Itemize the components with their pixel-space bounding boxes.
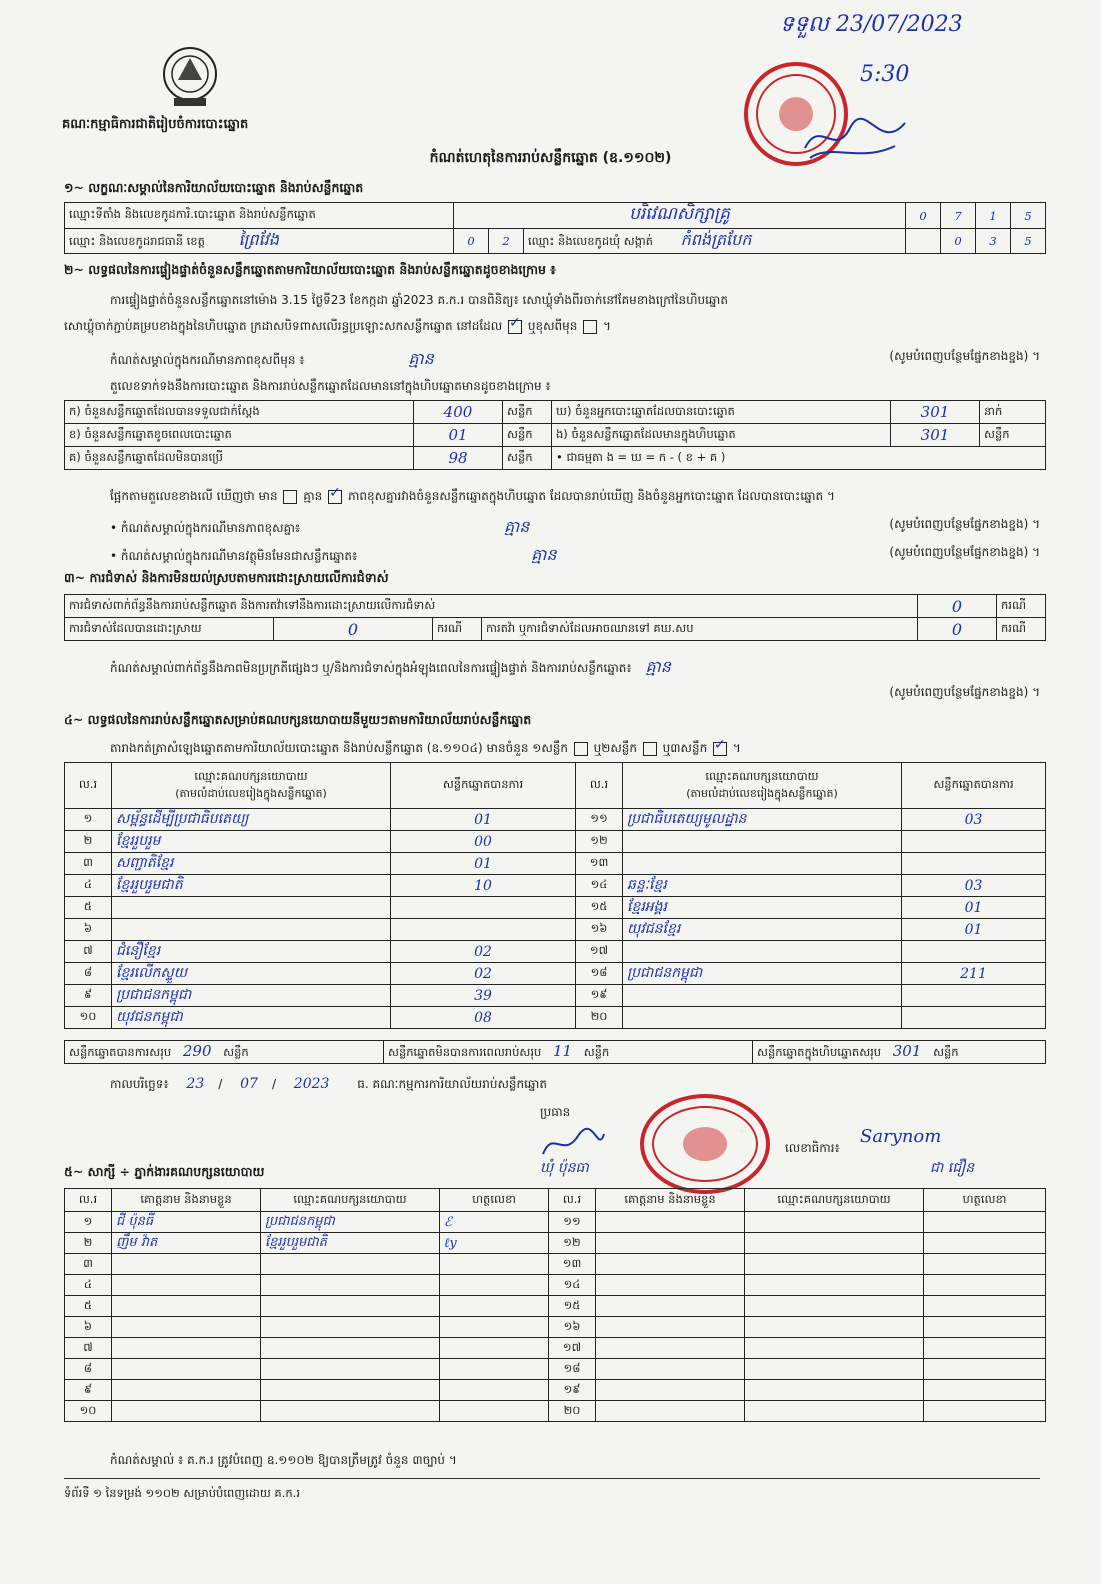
- witness-party: [745, 1338, 924, 1359]
- row-number: ១៩: [549, 1380, 596, 1401]
- row-number: ១៤: [576, 875, 623, 897]
- party-name: ខ្មែររួបរួមជាតិ: [112, 875, 391, 897]
- witness-signature: [924, 1359, 1046, 1380]
- party-name: ជំនឿខ្មែរ: [112, 941, 391, 963]
- vote-count: 39: [391, 985, 576, 1007]
- date-year: 2023: [293, 1076, 330, 1092]
- witness-signature: [924, 1401, 1046, 1422]
- counts-table: [64, 400, 1046, 470]
- party-result-row: [65, 1007, 1046, 1029]
- one-sheet-checkbox[interactable]: [574, 742, 588, 756]
- no-diff-checkbox[interactable]: [328, 490, 342, 504]
- total-invalid-value: 11: [552, 1042, 573, 1060]
- count-value: 400: [414, 401, 503, 424]
- witness-party: [745, 1296, 924, 1317]
- party-name: ឆន្ទៈខ្មែរ: [623, 875, 902, 897]
- section2-heading: ២~ លទ្ធផលនៃការផ្ទៀងផ្ទាត់ចំនួនសន្លឹកឆ្នោតតាមការិយាល័យបោះឆ្នោត និងរាប់សន្លឹកឆ្នោតដូចខាងក្រោម ៖: [64, 262, 556, 277]
- signature-top-icon: [800, 108, 910, 168]
- witness-row: [65, 1275, 1046, 1296]
- vote-count: 03: [902, 809, 1046, 831]
- witness-signature: [440, 1296, 549, 1317]
- other-object-row: • កំណត់សម្គាល់ក្នុងករណីមានវត្ថុមិនមែនជាសន្លឹកឆ្នោត៖ គ្មាន (សូមបំពេញបន្ថែមផ្នែកខាងខ្នង) ។: [110, 545, 1040, 564]
- party-name: ប្រជាជនកម្ពុជា: [623, 963, 902, 985]
- diff-detail-row: • កំណត់សម្គាល់ក្នុងករណីមានភាពខុសគ្នា៖ គ្មាន (សូមបំពេញបន្ថែមផ្នែកខាងខ្នង) ។: [110, 517, 1040, 536]
- commune-cell: [524, 229, 906, 254]
- row-number: ១០: [65, 1007, 112, 1029]
- province-code-digit: 2: [489, 229, 524, 254]
- witness-name: [112, 1338, 261, 1359]
- section1-heading: ១~ លក្ខណៈសម្គាល់នៃការិយាល័យបោះឆ្នោត និងរាប់សន្លឹកឆ្នោត: [64, 180, 364, 195]
- form-title: កំណត់ហេតុនៃការរាប់សន្លឹកឆ្នោត (ឧ.១១០២): [429, 150, 672, 166]
- vote-count: 01: [391, 853, 576, 875]
- row-number: ៣: [65, 853, 112, 875]
- row-number: ១២: [576, 831, 623, 853]
- province-code-digit: 0: [454, 229, 489, 254]
- org-name: គណៈកម្មាធិការជាតិរៀបចំការបោះឆ្នោត: [62, 117, 249, 132]
- row-number: ១២: [549, 1233, 596, 1254]
- vote-count: 02: [391, 963, 576, 985]
- vote-count: 211: [902, 963, 1046, 985]
- footer-note: ទំព័រទី ១ នៃទម្រង់ ១១០២ សម្រាប់បំពេញដោយ គ.ក.រ: [64, 1486, 300, 1500]
- party-name: ប្រជាធិបតេយ្យមូលដ្ឋាន: [623, 809, 902, 831]
- witness-row: [65, 1359, 1046, 1380]
- witness-signature: [440, 1254, 549, 1275]
- row-number: ១: [65, 1212, 112, 1233]
- vote-count: [902, 941, 1046, 963]
- resolved-count: 0: [274, 618, 433, 641]
- party-name: សម្ព័ន្ធដើម្បីប្រជាធិបតេយ្យ: [112, 809, 391, 831]
- witness-signature: [924, 1254, 1046, 1275]
- row-number: ១៦: [576, 919, 623, 941]
- party-name: [623, 1007, 902, 1029]
- witness-party: [745, 1275, 924, 1296]
- witness-party: [261, 1296, 440, 1317]
- vote-count: 01: [902, 919, 1046, 941]
- province-label: ឈ្មោះ និងលេខកូដរាជធានី ខេត្ត: [69, 234, 205, 248]
- witness-party: ខ្មែររួបរួមជាតិ: [261, 1233, 440, 1254]
- row-number: ១៧: [549, 1338, 596, 1359]
- witness-signature: ℓy: [440, 1233, 549, 1254]
- station-code-digit: 7: [941, 203, 976, 229]
- party-name: [623, 853, 902, 875]
- verify-paragraph-2: សោឃ្លុំចាក់ភ្ជាប់គម្របខាងក្នុងនៃហិបឆ្នោត ក្រដាសបិទពាសលើរន្ធប្រឡោះសកសន្លឹកឆ្នោត នៅដដែល ✓ ឬខុសពីមុន ។: [64, 318, 611, 336]
- row-number: ១១: [549, 1212, 596, 1233]
- party-name: យុវជនកម្ពុជា: [112, 1007, 391, 1029]
- witness-signature: [440, 1275, 549, 1296]
- row-number: ៦: [65, 1317, 112, 1338]
- witness-name: [596, 1233, 745, 1254]
- vote-count: 02: [391, 941, 576, 963]
- witness-party: [745, 1380, 924, 1401]
- witness-name: [596, 1359, 745, 1380]
- row-number: ២: [65, 1233, 112, 1254]
- witness-signature: [924, 1380, 1046, 1401]
- footnote: កំណត់សម្គាល់ ៖ គ.ក.រ ត្រូវបំពេញ ឧ.១១០២ ឱ្យបានត្រឹមត្រូវ ចំនួន ៣ច្បាប់ ។: [110, 1453, 457, 1467]
- totals-row: សន្លឹកឆ្នោតបានការសរុប 290 សន្លឹក សន្លឹកឆ្នោតមិនបានការពេលរាប់សរុប 11 សន្លឹក សន្លឹកឆ្នោតក្នុងហិបឆ្នោតសរុប 301 សន្លឹក: [64, 1040, 1046, 1064]
- witness-party: [261, 1275, 440, 1296]
- witness-name: [112, 1296, 261, 1317]
- row-number: ១៥: [549, 1296, 596, 1317]
- witness-row: [65, 1296, 1046, 1317]
- station-value: បរិវេណសិក្សាគ្រូ: [454, 203, 906, 229]
- witness-name: [112, 1380, 261, 1401]
- row-number: ៧: [65, 941, 112, 963]
- row-number: ៦: [65, 919, 112, 941]
- party-name: [623, 941, 902, 963]
- party-name: សញ្ជាតិខ្មែរ: [112, 853, 391, 875]
- witness-signature: [440, 1359, 549, 1380]
- counts-row: គ) ចំនួនសន្លឹកឆ្នោតដែលមិនបានប្រើ 98 សន្លឹក • ជាធម្មតា ង = ឃ = ក - ( ខ + គ ): [65, 447, 1046, 470]
- counts-row: ខ) ចំនួនសន្លឹកឆ្នោតខូចពេលបោះឆ្នោត 01 សន្លឹក ង) ចំនួនសន្លឹកឆ្នោតដែលមានក្នុងហិបឆ្នោត 301 សន្លឹក: [65, 424, 1046, 447]
- party-name: ខ្មែរលើកស្ទួយ: [112, 963, 391, 985]
- vote-count: [902, 1007, 1046, 1029]
- party-result-row: [65, 809, 1046, 831]
- witness-signature: [924, 1338, 1046, 1359]
- party-result-row: [65, 963, 1046, 985]
- witness-signature: ℰ: [440, 1212, 549, 1233]
- row-number: ៨: [65, 1359, 112, 1380]
- official-stamp-bottom: [640, 1094, 770, 1194]
- received-time: 5:30: [860, 62, 910, 87]
- row-number: ១០: [65, 1401, 112, 1422]
- total-valid-value: 290: [182, 1042, 212, 1060]
- count-value: 301: [891, 424, 980, 447]
- province-value: ព្រៃវែង: [238, 230, 279, 249]
- witness-party: [261, 1254, 440, 1275]
- section5-heading: ៥~ សាក្សី ÷ ភ្នាក់ងារគណបក្សនយោបាយ: [64, 1164, 265, 1179]
- row-number: ១៣: [549, 1254, 596, 1275]
- row-number: ៨: [65, 963, 112, 985]
- vote-count: 10: [391, 875, 576, 897]
- diff-note-value: គ្មាន: [408, 349, 434, 368]
- witness-party: [745, 1233, 924, 1254]
- witness-signature: [440, 1380, 549, 1401]
- row-number: ១៦: [549, 1317, 596, 1338]
- row-number: ៤: [65, 875, 112, 897]
- verify-paragraph: ការផ្ទៀងផ្ទាត់ចំនួនសន្លឹកឆ្នោតនៅម៉ោង 3.15 ថ្ងៃទី23 ខែកក្កដា ឆ្នាំ2023 គ.ក.រ បានពិនិត្យ៖ សោឃ្លុំទាំងពីរចាក់នៅគែមខាងក្រៅនៃហិបឆ្នោត: [110, 293, 728, 307]
- witness-party: [261, 1338, 440, 1359]
- witness-signature: [924, 1275, 1046, 1296]
- party-name: ខ្មែររួបរួម: [112, 831, 391, 853]
- vote-count: 03: [902, 875, 1046, 897]
- compare-row: ផ្អែកតាមតួលេខខាងលើ ឃើញថា មាន គ្មាន ✓ ភាពខុសគ្នារវាងចំនួនសន្លឹកឆ្នោតក្នុងហិបឆ្នោត ដែលបានរាប់ឃើញ និងចំនួនអ្នកបោះឆ្នោត ដែលបានបោះឆ្នោត ។: [110, 488, 835, 506]
- row-number: ៩: [65, 985, 112, 1007]
- witness-name: [596, 1401, 745, 1422]
- party-name: [623, 831, 902, 853]
- witness-party: [261, 1317, 440, 1338]
- witness-body: [65, 1212, 1046, 1422]
- witness-row: [65, 1401, 1046, 1422]
- witness-name: [596, 1254, 745, 1275]
- station-code-digit: 1: [976, 203, 1011, 229]
- station-table: [64, 202, 1046, 254]
- commune-code-digit: 0: [941, 229, 976, 254]
- party-result-row: [65, 941, 1046, 963]
- witness-signature: [924, 1296, 1046, 1317]
- row-number: ១៧: [576, 941, 623, 963]
- commune-code-digit: 5: [1011, 229, 1046, 254]
- three-sheet-checkbox[interactable]: [713, 742, 727, 756]
- total-box-value: 301: [892, 1042, 922, 1060]
- vote-count: 01: [391, 809, 576, 831]
- witness-signature: [440, 1338, 549, 1359]
- row-number: ១៩: [576, 985, 623, 1007]
- counts-intro: តួលេខទាក់ទងនឹងការបោះឆ្នោត និងការរាប់សន្លឹកឆ្នោតដែលមាននៅក្នុងហិបឆ្នោតមានដូចខាងក្រោម ៖: [110, 379, 551, 393]
- commune-code-digit: 3: [976, 229, 1011, 254]
- row-number: ១១: [576, 809, 623, 831]
- witness-name: ជី ប៉ុនធី: [112, 1212, 261, 1233]
- section3-heading: ៣~ ការជំទាស់ និងការមិនយល់ស្របតាមការដោះស្រាយលើការជំទាស់: [64, 570, 389, 585]
- witness-signature: [924, 1233, 1046, 1254]
- row-number: ១៤: [549, 1275, 596, 1296]
- party-name: យុវជនខ្មែរ: [623, 919, 902, 941]
- station-code-digit: 0: [906, 203, 941, 229]
- vote-count: [391, 897, 576, 919]
- different-checkbox[interactable]: [583, 320, 597, 334]
- witness-party: ប្រជាជនកម្ពុជា: [261, 1212, 440, 1233]
- secretary-signature: Sarynom: [860, 1126, 942, 1147]
- witness-signature: [440, 1401, 549, 1422]
- witness-name: [112, 1401, 261, 1422]
- witness-signature: [924, 1212, 1046, 1233]
- secretary-label: លេខាធិការ៖: [785, 1141, 840, 1155]
- row-number: ៧: [65, 1338, 112, 1359]
- two-sheet-checkbox[interactable]: [643, 742, 657, 756]
- escalated-count: 0: [918, 618, 997, 641]
- party-result-row: [65, 897, 1046, 919]
- party-results-table: ល.រ ឈ្មោះគណបក្សនយោបាយ (តាមលំដាប់លេខរៀងក្នុងសន្លឹកឆ្នោត) សន្លឹកឆ្នោតបានការ ល.រ ឈ្មោះគណបក្សនយោបាយ (តាមលំដាប់លេខរៀងក្នុងសន្លឹកឆ្នោត) សន្លឹកឆ្នោតបានការ ១ សម្ព័ន្ធដើម្បីប្រជាធិបតេយ្យ 01 ១១ ប្រជាធិបតេយ្យមូលដ្ឋាន 03 ២ ខ្មែររួបរួម 00 ១២ ៣ សញ្ជាតិខ្មែរ 01 ១៣ ៤ ខ្មែររួបរួមជាតិ 10 ១៤ ឆន្ទៈខ្មែរ 03 ៥ ១៥ ខ្មែរអង្គរ 01 ៦ ១៦ យុវជនខ្មែរ 01 ៧ ជំនឿខ្មែរ 02 ១៧ ៨ ខ្មែរលើកស្ទួយ 02 ១៨ ប្រជាជនកម្ពុជា 211 ៩ ប្រជាជនកម្ពុជា 39 ១៩ ១០ យុវជនកម្ពុជា 08 ២០: [64, 762, 1046, 1029]
- received-note: ទទួល 23/07/2023: [780, 12, 963, 37]
- row-number: ១៨: [549, 1359, 596, 1380]
- witness-name: [112, 1254, 261, 1275]
- has-diff-checkbox[interactable]: [283, 490, 297, 504]
- witness-party: [261, 1401, 440, 1422]
- vote-count: 00: [391, 831, 576, 853]
- date-day: 23: [186, 1076, 205, 1092]
- witness-row: [65, 1233, 1046, 1254]
- objection-table: ការជំទាស់ពាក់ព័ន្ធនឹងការរាប់សន្លឹកឆ្នោត និងការតវ៉ាទៅនឹងការដោះស្រាយលើការជំទាស់ 0 ករណី ការជំទាស់ដែលបានដោះស្រាយ 0 ករណី ការតវ៉ា ឬការជំទាស់ដែលអាចឈានទៅ គឃ.សប 0 ករណី: [64, 594, 1046, 641]
- witness-row: [65, 1254, 1046, 1275]
- commune-label: ឈ្មោះ និងលេខកូដឃុំ សង្កាត់: [528, 234, 653, 248]
- row-number: ២: [65, 831, 112, 853]
- witness-name: [112, 1275, 261, 1296]
- row-number: ២០: [549, 1401, 596, 1422]
- witness-name: [596, 1338, 745, 1359]
- vote-count: 08: [391, 1007, 576, 1029]
- chair-name: ឃុំ ប៉ុនធា: [540, 1160, 589, 1176]
- formula-note: • ជាធម្មតា ង = ឃ = ក - ( ខ + គ ): [552, 447, 1046, 470]
- witness-row: [65, 1212, 1046, 1233]
- row-number: ១: [65, 809, 112, 831]
- count-value: 01: [414, 424, 503, 447]
- witness-signature: [924, 1317, 1046, 1338]
- witness-name: ញឹម វ៉ាត: [112, 1233, 261, 1254]
- election-form-page: គណៈកម្មាធិការជាតិរៀបចំការបោះឆ្នោត កំណត់ហេតុនៃការរាប់សន្លឹកឆ្នោត (ឧ.១១០២) ទទួល 23/07/2023 5:30 ១~ លក្ខណៈសម្គាល់នៃការិយាល័យបោះឆ្នោត និងរាប់សន្លឹកឆ្នោត ឈ្មោះទីតាំង និងលេខកូដការិ.បោះឆ្នោត និងរាប់សន្លឹកឆ្នោត បរិវេណសិក្សាគ្រូ 0 7 1 5 ឈ្មោះ និងលេខកូដរាជធានី ខេត្ត ព្រៃវែង 0 2 ឈ្មោះ និងលេខកូដឃុំ សង្កាត់ កំពង់ត្របែក 0 3 5 ២~ លទ្ធផលនៃការផ្ទៀងផ្ទាត់ចំនួនសន្លឹកឆ្នោតតាមការិយាល័យបោះឆ្នោត និងរាប់សន្លឹកឆ្នោតដូចខាងក្រោម ៖ ការផ្ទៀងផ្ទាត់ចំនួនសន្លឹកឆ្នោតនៅម៉ោង 3.15 ថ្ងៃទី23 ខែកក្កដា ឆ្នាំ2023 គ.ក.រ បានពិនិត្យ៖ សោឃ្លុំទាំងពីរចាក់នៅគែមខាងក្រៅនៃហិបឆ្នោត សោឃ្លុំចាក់ភ្ជាប់គម្របខាងក្នុងនៃហិបឆ្នោត ក្រដាសបិទពាសលើរន្ធប្រឡោះសកសន្លឹកឆ្នោត នៅដដែល ✓ ឬខុសពីមុន ។ កំណត់សម្គាល់ក្នុងករណីមានភាពខុសពីមុន ៖ គ្មាន (សូមបំពេញបន្ថែមផ្នែកខាងខ្នង) ។ តួលេខទាក់ទងនឹងការបោះឆ្នោត និងការរាប់សន្លឹកឆ្នោតដែលមាននៅក្នុងហិបឆ្នោតមានដូចខាងក្រោម ៖ ក) ចំនួនសន្លឹកឆ្នោតដែលបានទទួលជាក់ស្ដែង 400 សន្លឹក ឃ) ចំនួនអ្នកបោះឆ្នោតដែលបានបោះឆ្នោត 301 នាក់ ខ) ចំនួនសន្លឹកឆ្នោតខូចពេលបោះឆ្នោត 01 សន្លឹក ង) ចំនួនសន្លឹកឆ្នោតដែលមានក្នុងហិបឆ្នោត 301 សន្លឹក គ) ចំនួនសន្លឹកឆ្នោតដែលមិនបានប្រើ 98 សន្លឹក • ជាធម្មតា ង = ឃ = ក - ( ខ + គ ) ផ្អែកតាមតួលេខខាងលើ ឃើញថា មាន គ្មាន ✓ ភាពខុសគ្នារវាងចំនួនសន្លឹកឆ្នោតក្នុងហិបឆ្នោត ដែលបានរាប់ឃើញ និងចំនួនអ្នកបោះឆ្នោត ដែលបានបោះឆ្នោត ។ • កំណត់សម្គាល់ក្នុងករណីមានភាពខុសគ្នា៖ គ្មាន (សូមបំពេញបន្ថែមផ្នែកខាងខ្នង) ។ • កំណត់សម្គាល់ក្នុងករណីមានវត្ថុមិនមែនជាសន្លឹកឆ្នោត៖ គ្មាន (សូមបំពេញបន្ថែមផ្នែកខាងខ្នង) ។ ៣~ ការជំទាស់ និងការមិនយល់ស្របតាមការដោះស្រាយលើការជំទាស់ ការជំទាស់ពាក់ព័ន្ធនឹងការរាប់សន្លឹកឆ្នោត និងការតវ៉ាទៅនឹងការដោះស្រាយលើការជំទាស់ 0 ករណី ការជំទាស់ដែលបានដោះស្រាយ 0 ករណី ការតវ៉ា ឬការជំទាស់ដែលអាចឈានទៅ គឃ.សប 0 ករណី កំណត់សម្គាល់ពាក់ព័ន្ធនឹងភាពមិនប្រក្រតីផ្សេងៗ ឬ/និងការជំទាស់ក្នុងអំឡុងពេលនៃការផ្ទៀងផ្ទាត់ និងការរាប់សន្លឹកឆ្នោត៖ គ្មាន (សូមបំពេញបន្ថែមផ្នែកខាងខ្នង) ។ ៤~ លទ្ធផលនៃការរាប់សន្លឹកឆ្នោតសម្រាប់គណបក្សនយោបាយនីមួយៗតាមការិយាល័យរាប់សន្លឹកឆ្នោត តារាងកត់ត្រាសំឡេងឆ្នោតតាមការិយាល័យបោះឆ្នោត និងរាប់សន្លឹកឆ្នោត (ឧ.១១០៤) មានចំនួន ១សន្លឹក ឬ២សន្លឹក ឬ៣សន្លឹក ✓ ។ ល.រ ឈ្មោះគណបក្សនយោបាយ (តាមលំដាប់លេខរៀងក្នុងសន្លឹកឆ្នោត) សន្លឹកឆ្នោតបានការ ល.រ ឈ្មោះគណបក្សនយោបាយ (តាមលំដាប់លេខរៀងក្នុងសន្លឹកឆ្នោត) សន្លឹកឆ្នោតបានការ ១ សម្ព័ន្ធដើម្បីប្រជាធិបតេយ្យ 01 ១១ ប្រជាធិបតេយ្យមូលដ្ឋាន 03 ២ ខ្មែររួបរួម 00 ១២ ៣ សញ្ជាតិខ្មែរ 01 ១៣ ៤ ខ្មែររួបរួមជាតិ 10 ១៤ ឆន្ទៈខ្មែរ 03 ៥ ១៥ ខ្មែរអង្គរ 01 ៦ ១៦ យុវជនខ្មែរ 01 ៧ ជំនឿខ្មែរ 02 ១៧ ៨ ខ្មែរលើកស្ទួយ 02 ១៨ ប្រជាជនកម្ពុជា 211 ៩ ប្រជាជនកម្ពុជា 39 ១៩ ១០ យុវជនកម្ពុជា 08 ២០ សន្លឹកឆ្នោតបានការសរុប 290 សន្លឹក សន្លឹកឆ្នោតមិនបានការពេលរាប់សរុប 11 សន្លឹក សន្លឹកឆ្នោតក្នុងហិបឆ្នោតសរុប 301 សន្លឹក កាលបរិច្ឆេទ៖ 23 / 07 / 2023 ធ. គណៈកម្មការការិយាល័យរាប់សន្លឹកឆ្នោត ប្រធាន ឃុំ ប៉ុនធា លេខាធិការ៖ Sarynom ជា ជឿន ៥~ សាក្សី ÷ ភ្នាក់ងារគណបក្សនយោបាយ ល.រ គោត្តនាម និងនាមខ្លួន ឈ្មោះគណបក្សនយោបាយ ហត្ថលេខា ល.រ គោត្តនាម និងនាមខ្លួន ឈ្មោះគណបក្សនយោបាយ ហត្ថលេខា ១ ជី ប៉ុនធី ប្រជាជនកម្ពុជា ℰ ១១ ២ ញឹម វ៉ាត ខ្មែររួបរួមជាតិ ℓy ១២ ៣ ១៣ ៤ ១៤ ៥ ១៥ ៦ ១៦ ៧ ១៧ ៨ ១៨ ៩ ១៩ ១០ ២០ កំណត់សម្គាល់ ៖ គ.ក.រ ត្រូវបំពេញ ឧ.១១០២ ឱ្យបានត្រឹមត្រូវ ចំនួន ៣ច្បាប់ ។ ទំព័រទី ១ នៃទម្រង់ ១១០២ សម្រាប់បំពេញដោយ គ.ក.រ: [0, 0, 1101, 1584]
- party-result-row: [65, 875, 1046, 897]
- witness-party: [261, 1359, 440, 1380]
- party-result-row: [65, 831, 1046, 853]
- witness-name: [596, 1380, 745, 1401]
- party-name: [112, 897, 391, 919]
- row-number: ៩: [65, 1380, 112, 1401]
- vote-count: [902, 985, 1046, 1007]
- row-number: ២០: [576, 1007, 623, 1029]
- sheet-count-row: តារាងកត់ត្រាសំឡេងឆ្នោតតាមការិយាល័យបោះឆ្នោត និងរាប់សន្លឹកឆ្នោត (ឧ.១១០៤) មានចំនួន ១សន្លឹក ឬ២សន្លឹក ឬ៣សន្លឹក ✓ ។: [110, 740, 741, 758]
- count-value: 301: [891, 401, 980, 424]
- witness-party: [745, 1359, 924, 1380]
- vote-count: [391, 919, 576, 941]
- commune-value: កំពង់ត្របែក: [680, 230, 752, 249]
- row-number: ៤: [65, 1275, 112, 1296]
- party-result-row: [65, 919, 1046, 941]
- station-code-digit: 5: [1011, 203, 1046, 229]
- witness-row: [65, 1338, 1046, 1359]
- witness-row: [65, 1317, 1046, 1338]
- vote-count: [902, 831, 1046, 853]
- party-name: ខ្មែរអង្គរ: [623, 897, 902, 919]
- party-name: ប្រជាជនកម្ពុជា: [112, 985, 391, 1007]
- witness-name: [112, 1359, 261, 1380]
- objection-count: 0: [918, 595, 997, 618]
- row-number: ១៥: [576, 897, 623, 919]
- party-results-body: [65, 809, 1046, 1029]
- footer-divider: [64, 1478, 1040, 1479]
- date-row: កាលបរិច្ឆេទ៖ 23 / 07 / 2023 ធ. គណៈកម្មការការិយាល័យរាប់សន្លឹកឆ្នោត: [110, 1076, 547, 1092]
- row-number: ៥: [65, 1296, 112, 1317]
- witness-name: [596, 1296, 745, 1317]
- party-result-row: [65, 985, 1046, 1007]
- irregularity-note: កំណត់សម្គាល់ពាក់ព័ន្ធនឹងភាពមិនប្រក្រតីផ្សេងៗ ឬ/និងការជំទាស់ក្នុងអំឡុងពេលនៃការផ្ទៀងផ្ទាត់ និងការរាប់សន្លឹកឆ្នោត៖ គ្មាន: [110, 657, 671, 676]
- witness-party: [745, 1401, 924, 1422]
- row-number: ៥: [65, 897, 112, 919]
- count-value: 98: [414, 447, 503, 470]
- section4-heading: ៤~ លទ្ធផលនៃការរាប់សន្លឹកឆ្នោតសម្រាប់គណបក្សនយោបាយនីមួយៗតាមការិយាល័យរាប់សន្លឹកឆ្នោត: [64, 712, 532, 727]
- chair-label: ប្រធាន: [540, 1105, 571, 1119]
- witness-party: [745, 1317, 924, 1338]
- secretary-name: ជា ជឿន: [930, 1160, 975, 1176]
- witness-name: [596, 1212, 745, 1233]
- row-number: ៣: [65, 1254, 112, 1275]
- witness-party: [745, 1254, 924, 1275]
- witness-row: [65, 1380, 1046, 1401]
- nec-emblem-icon: [150, 40, 230, 112]
- counts-row: ក) ចំនួនសន្លឹកឆ្នោតដែលបានទទួលជាក់ស្ដែង 400 សន្លឹក ឃ) ចំនួនអ្នកបោះឆ្នោតដែលបានបោះឆ្នោត 301 នាក់: [65, 401, 1046, 424]
- witness-signature: [440, 1317, 549, 1338]
- party-result-row: [65, 853, 1046, 875]
- party-name: [112, 919, 391, 941]
- diff-note-row: កំណត់សម្គាល់ក្នុងករណីមានភាពខុសពីមុន ៖ គ្មាន (សូមបំពេញបន្ថែមផ្នែកខាងខ្នង) ។: [110, 349, 1040, 368]
- date-month: 07: [240, 1076, 258, 1092]
- same-checkbox[interactable]: [508, 320, 522, 334]
- row-number: ១៣: [576, 853, 623, 875]
- witness-party: [261, 1380, 440, 1401]
- station-label: ឈ្មោះទីតាំង និងលេខកូដការិ.បោះឆ្នោត និងរាប់សន្លឹកឆ្នោត: [65, 203, 454, 229]
- witness-party: [745, 1212, 924, 1233]
- row-number: ១៨: [576, 963, 623, 985]
- vote-count: 01: [902, 897, 1046, 919]
- party-name: [623, 985, 902, 1007]
- vote-count: [902, 853, 1046, 875]
- witness-name: [596, 1317, 745, 1338]
- witness-name: [112, 1317, 261, 1338]
- witness-name: [596, 1275, 745, 1296]
- witness-table: ល.រ គោត្តនាម និងនាមខ្លួន ឈ្មោះគណបក្សនយោបាយ ហត្ថលេខា ល.រ គោត្តនាម និងនាមខ្លួន ឈ្មោះគណបក្សនយោបាយ ហត្ថលេខា ១ ជី ប៉ុនធី ប្រជាជនកម្ពុជា ℰ ១១ ២ ញឹម វ៉ាត ខ្មែររួបរួមជាតិ ℓy ១២ ៣ ១៣ ៤ ១៤ ៥ ១៥ ៦ ១៦ ៧ ១៧ ៨ ១៨ ៩ ១៩ ១០ ២០: [64, 1188, 1046, 1422]
